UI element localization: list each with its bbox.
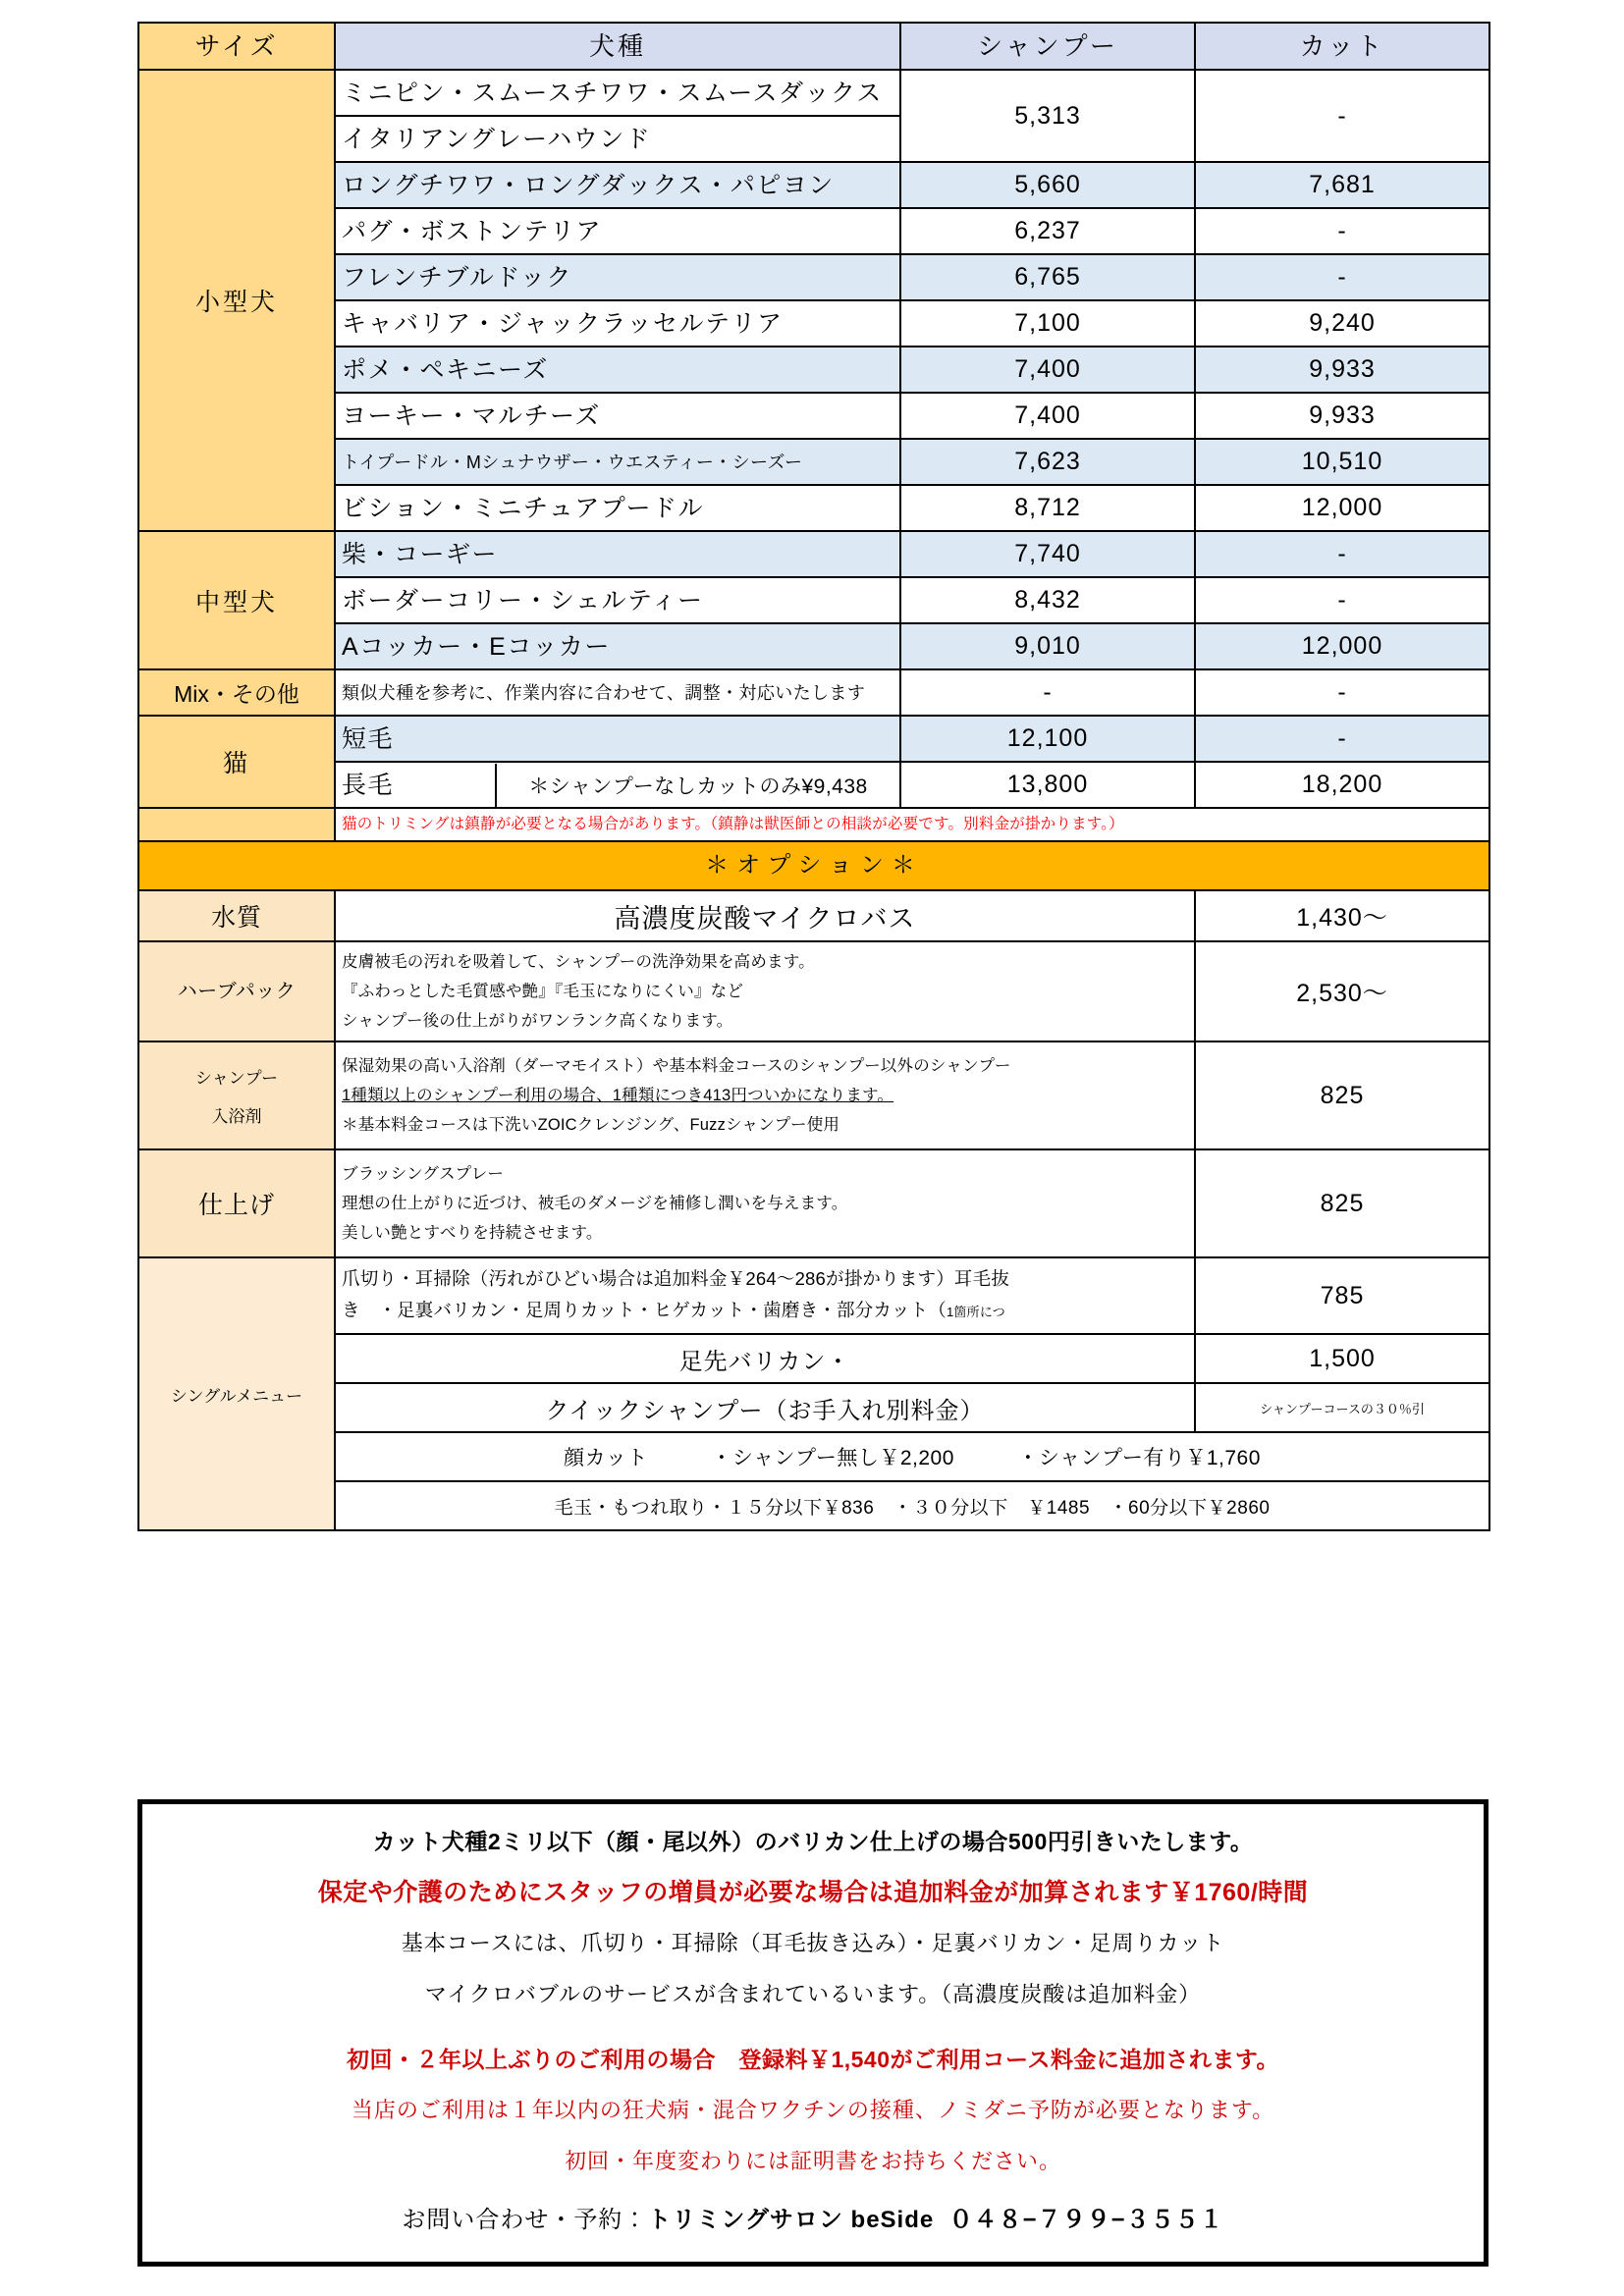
single-menu-line-tiny: 1箇所につ: [947, 1305, 1005, 1319]
cut-price: 12,000: [1195, 485, 1489, 531]
price-list-sheet: [137, 22, 1489, 1531]
spacer-cell: [138, 808, 335, 841]
table-row: [138, 393, 1489, 439]
shampoo-price: 13,800: [900, 762, 1195, 808]
table-row: [138, 531, 1489, 577]
notice-line-4: マイクロバブルのサービスが含まれているいます。（高濃度炭酸は追加料金）: [424, 1982, 1202, 2006]
option-price-water: 1,430〜: [1195, 890, 1489, 941]
table-row: [138, 70, 1489, 116]
breed-price-table: [137, 22, 1490, 842]
option-label-herb: ハーブパック: [138, 941, 335, 1041]
breed-name: 長毛: [336, 764, 496, 807]
breed-name: ロングチワワ・ロングダックス・パピヨン: [335, 162, 900, 208]
cut-price: 12,000: [1195, 623, 1489, 669]
breed-name: トイプードル・Mシュナウザー・ウエスティー・シーズー: [335, 439, 900, 485]
contact-line: [152, 2195, 1474, 2246]
option-desc-line: 皮膚被毛の汚れを吸着して、シャンプーの洗浄効果を高めます。: [342, 953, 815, 971]
table-row: [138, 162, 1489, 208]
option-desc-shampoo-bath: [335, 1041, 1195, 1149]
option-label-single-menu: シングルメニュー: [138, 1257, 335, 1530]
table-header-row: [138, 23, 1489, 70]
single-menu-text: クイックシャンプー（お手入れ別料金）: [335, 1383, 1195, 1432]
option-desc-line-underlined: 1種類以上のシャンプー利用の場合、1種類につき413円ついかになります。: [342, 1087, 894, 1104]
breed-name: キャバリア・ジャックラッセルテリア: [335, 300, 900, 347]
cut-price: 18,200: [1195, 762, 1489, 808]
table-row: [138, 762, 1489, 808]
cut-price: 10,510: [1195, 439, 1489, 485]
option-desc-line: ブラッシングスプレー: [342, 1165, 505, 1183]
breed-name: ポメ・ペキニーズ: [335, 347, 900, 393]
cut-price: -: [1195, 531, 1489, 577]
breed-name: Aコッカー・Eコッカー: [335, 623, 900, 669]
shampoo-price: 6,765: [900, 254, 1195, 300]
breed-name: ボーダーコリー・シェルティー: [335, 577, 900, 623]
option-desc-line: シャンプー後の仕上がりがワンランク高くなります。: [342, 1012, 733, 1030]
single-menu-row-1: [138, 1257, 1489, 1334]
shampoo-price: 7,740: [900, 531, 1195, 577]
table-row: [138, 577, 1489, 623]
group-label-cat: 猫: [138, 716, 335, 808]
group-label-medium: 中型犬: [138, 531, 335, 669]
breed-name: パグ・ボストンテリア: [335, 208, 900, 254]
table-row: [138, 808, 1489, 841]
table-row: [138, 254, 1489, 300]
table-row: [138, 208, 1489, 254]
header-cut: カット: [1195, 23, 1489, 70]
shampoo-price: 9,010: [900, 623, 1195, 669]
option-desc-line: 保湿効果の高い入浴剤（ダーマモイスト）や基本料金コースのシャンプー以外のシャンプー: [342, 1057, 1011, 1075]
single-menu-line-main: き ・足裏バリカン・足周りカット・ヒゲカット・歯磨き・部分カット（: [342, 1300, 947, 1320]
options-band-row: [138, 841, 1489, 890]
single-menu-text: 顔カット ・シャンプー無し￥2,200 ・シャンプー有り￥1,760: [335, 1432, 1489, 1481]
shampoo-price: -: [900, 669, 1195, 716]
cut-price: -: [1195, 577, 1489, 623]
option-desc-finish: [335, 1149, 1195, 1257]
single-menu-price: 1,500: [1195, 1334, 1489, 1383]
option-row-water: [138, 890, 1489, 941]
table-row: [138, 300, 1489, 347]
option-desc-line: 美しい艶とすべりを持続させます。: [342, 1224, 603, 1242]
option-desc-herb: [335, 941, 1195, 1041]
table-row: [138, 439, 1489, 485]
option-label-finish: 仕上げ: [138, 1149, 335, 1257]
option-desc-line: ＊基本料金コースは下洗いZOICクレンジング、Fuzzシャンプー使用: [342, 1116, 840, 1134]
single-menu-row-2: [138, 1334, 1489, 1383]
contact-phone: ０４８−７９９−３５５１: [948, 2207, 1224, 2233]
option-price-herb: 2,530〜: [1195, 941, 1489, 1041]
shampoo-price: 7,623: [900, 439, 1195, 485]
single-menu-text: [335, 1257, 1195, 1334]
option-row-herb: [138, 941, 1489, 1041]
header-breed: 犬種: [335, 23, 900, 70]
cat-sedation-warning: 猫のトリミングは鎮静が必要となる場合があります。（鎮静は獣医師との相談が必要です。別料金が掛かります。）: [335, 808, 1489, 841]
breed-name: 短毛: [335, 716, 900, 762]
shampoo-price: 7,100: [900, 300, 1195, 347]
cut-price: -: [1195, 208, 1489, 254]
single-menu-line: [342, 1295, 1188, 1328]
cut-price: -: [1195, 70, 1489, 162]
shampoo-price: 5,313: [900, 70, 1195, 162]
single-menu-price: シャンプーコースの３０％引: [1195, 1383, 1489, 1432]
bottom-notice-box: [137, 1799, 1489, 2267]
notice-line-6: 当店のご利用は１年以内の狂犬病・混合ワクチンの接種、ノミダニ予防が必要となります。: [351, 2098, 1275, 2122]
notice-line-3: 基本コースには、爪切り・耳掃除（耳毛抜き込み）・足裏バリカン・足周りカット: [401, 1931, 1225, 1955]
header-shampoo: シャンプー: [900, 23, 1195, 70]
shampoo-price: 7,400: [900, 393, 1195, 439]
shampoo-price: 12,100: [900, 716, 1195, 762]
option-price-shampoo-bath: 825: [1195, 1041, 1489, 1149]
cat-longhair-cell: [335, 762, 900, 808]
shampoo-price: 8,712: [900, 485, 1195, 531]
option-price-finish: 825: [1195, 1149, 1489, 1257]
table-row: [138, 716, 1489, 762]
group-label-mix: Mix・その他: [138, 669, 335, 716]
table-row: [138, 669, 1489, 716]
option-label-line: シャンプー: [194, 1069, 279, 1088]
shampoo-price: 8,432: [900, 577, 1195, 623]
single-menu-line: 爪切り・耳掃除（汚れがひどい場合は追加料金￥264〜286が掛かります）耳毛抜: [342, 1268, 1010, 1289]
option-row-finish: [138, 1149, 1489, 1257]
cut-price: 7,681: [1195, 162, 1489, 208]
breed-name: ビション・ミニチュアプードル: [335, 485, 900, 531]
options-band-title: ＊オプション＊: [138, 841, 1489, 890]
option-label-water: 水質: [138, 890, 335, 941]
notice-line-2: 保定や介護のためにスタッフの増員が必要な場合は追加料金が加算されます￥1760/時間: [317, 1879, 1309, 1906]
table-row: [138, 347, 1489, 393]
option-row-shampoo-bath: [138, 1041, 1489, 1149]
single-menu-text: 足先バリカン・: [335, 1334, 1195, 1383]
single-menu-text: 毛玉・もつれ取り・１５分以下￥836 ・３０分以下 ￥1485 ・60分以下￥2860: [335, 1481, 1489, 1530]
mix-description: 類似犬種を参考に、作業内容に合わせて、調整・対応いたします: [335, 669, 900, 716]
single-menu-price: 785: [1195, 1257, 1489, 1334]
notice-line-5: 初回・２年以上ぶりのご利用の場合 登録料￥1,540がご利用コース料金に追加されます。: [346, 2047, 1280, 2072]
table-row: [138, 485, 1489, 531]
shampoo-price: 5,660: [900, 162, 1195, 208]
notice-line-1: カット犬種2ミリ以下（顔・尾以外）のバリカン仕上げの場合500円引きいたします。: [372, 1829, 1254, 1854]
option-title-water: 高濃度炭酸マイクロバス: [335, 890, 1195, 941]
option-label-line: 入浴剤: [211, 1107, 262, 1126]
single-menu-row-4: [138, 1432, 1489, 1481]
breed-name: イタリアングレーハウンド: [335, 116, 900, 162]
group-label-small: 小型犬: [138, 70, 335, 531]
breed-name: フレンチブルドック: [335, 254, 900, 300]
cut-price: -: [1195, 669, 1489, 716]
contact-salon-name: トリミングサロン beSide: [647, 2207, 935, 2233]
contact-prefix: お問い合わせ・予約：: [402, 2207, 648, 2233]
cut-price: -: [1195, 716, 1489, 762]
cat-longhair-note: ＊シャンプーなしカットのみ¥9,438: [528, 774, 868, 798]
single-menu-row-3: [138, 1383, 1489, 1432]
shampoo-price: 7,400: [900, 347, 1195, 393]
option-label-shampoo-bath: [138, 1041, 335, 1149]
options-table: [137, 840, 1490, 1531]
header-size: サイズ: [138, 23, 335, 70]
cut-price: 9,240: [1195, 300, 1489, 347]
cut-price: 9,933: [1195, 347, 1489, 393]
option-desc-line: 『ふわっとした毛質感や艶』『毛玉になりにくい』など: [342, 983, 744, 1000]
breed-name: 柴・コーギー: [335, 531, 900, 577]
cut-price: 9,933: [1195, 393, 1489, 439]
single-menu-row-5: [138, 1481, 1489, 1530]
breed-name: ヨーキー・マルチーズ: [335, 393, 900, 439]
shampoo-price: 6,237: [900, 208, 1195, 254]
breed-name: ミニピン・スムースチワワ・スムースダックス: [335, 70, 900, 116]
cut-price: -: [1195, 254, 1489, 300]
table-row: [138, 623, 1489, 669]
notice-line-7: 初回・年度変わりには証明書をお持ちください。: [564, 2149, 1061, 2173]
option-desc-line: 理想の仕上がりに近づけ、被毛のダメージを補修し潤いを与えます。: [342, 1195, 848, 1212]
